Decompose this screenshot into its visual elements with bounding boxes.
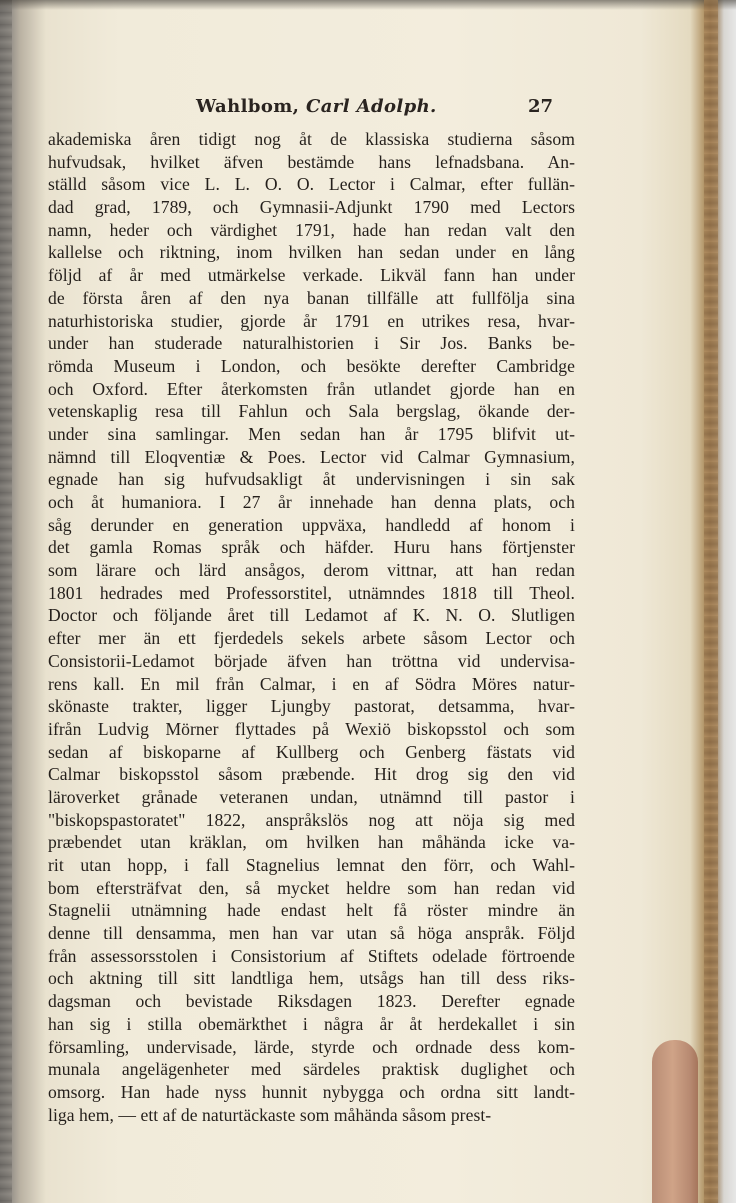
text-line: liga hem, — ett af de naturtäckaste som måhända såsom prest- [48,1104,492,1125]
text-line: naturhistoriska studier, gjorde år 1791 en utrikes resa, hvar- [48,310,575,331]
text-line: "biskopspastoratet" 1822, anspråkslös nog att nöja sig med [48,809,575,830]
text-line: det gamla Romas språk och häfder. Huru hans förtjenster [48,537,575,558]
body-text [48,128,575,1126]
text-line: rit utan hopp, i fall Stagnelius lemnat den förr, och Wahl- [48,855,575,875]
text-line: dagsman och bevistade Riksdagen 1823. Derefter egnade [48,991,575,1012]
text-line: han sig i stilla obemärkthet i några år åt herdekallet i sin [48,1013,575,1034]
text-line: följd af år med utmärkelse verkade. Likväl fann han under [48,265,575,286]
running-head-author: Wahlbom, [196,96,300,117]
text-line: dad grad, 1789, och Gymnasii-Adjunkt 1790 med Lectors [48,197,575,218]
text-line: ifrån Ludvig Mörner flyttades på Wexiö biskopsstol och som [48,718,575,739]
text-line: egnade han sig hufvudsakligt åt undervisningen i sin sak [48,469,575,490]
text-line: och åt humaniora. I 27 år innehade han denna plats, och [48,492,575,512]
text-line: skönaste trakter, ligger Ljungby pastorat, detsamma, hvar- [48,696,575,717]
text-line: såg derunder en generation uppväxa, handledd af honom i [48,514,575,535]
text-line: som lärare och lärd ansågos, derom vittnar, att han redan [48,560,575,581]
text-line: munala angelägenheter med särdeles praktisk duglighet och [48,1059,575,1080]
book-fore-edge [704,0,718,1203]
text-line: och aktning till sitt landtliga hem, utsågs han till dess riks- [48,968,575,989]
running-head [196,96,437,117]
text-line: och Oxford. Efter återkomsten från utlandet gjorde han en [48,378,575,399]
text-line: præbendet utan kräklan, om hvilken han måhända icke va- [48,832,575,853]
text-line: nämnd till Eloqventiæ & Poes. Lector vid Calmar Gymnasium, [48,446,575,467]
text-line: församling, undervisade, lärde, styrde och ordnade dess kom- [48,1036,575,1057]
text-line: Doctor och följande året till Ledamot af K. N. O. Slutligen [48,605,575,626]
text-line: de första åren af den nya banan tillfälle att fullfölja sina [48,287,575,308]
left-page-edge [0,0,12,1203]
top-shadow [0,0,736,10]
text-line: Stagnelii utnämning hade endast helt få röster mindre än [48,900,575,921]
text-line: under sina samlingar. Men sedan han år 1795 blifvit ut- [48,423,575,444]
text-line: Consistorii-Ledamot började äfven han tröttna vid undervisa- [48,650,575,671]
text-line: ställd såsom vice L. L. O. O. Lector i Calmar, efter fullän- [48,174,575,195]
text-line: 1801 hedrades med Professorstitel, utnämndes 1818 till Theol. [48,582,575,603]
page-header [48,90,554,120]
text-line: akademiska åren tidigt nog åt de klassiska studierna såsom [48,129,575,149]
text-line: omsorg. Han hade nyss hunnit nybygga och ordna sitt landt- [48,1081,575,1102]
thumb-holding-page [652,1040,698,1203]
text-line: rens kall. En mil från Calmar, i en af Södra Möres natur- [48,673,575,694]
text-line: römda Museum i London, och besökte derefter Cambridge [48,355,575,376]
text-line: kallelse och riktning, inom hvilken han sedan under en lång [48,242,575,263]
page-number: 27 [528,96,554,117]
text-line: Calmar biskopsstol såsom præbende. Hit drog sig den vid [48,764,575,785]
text-line: vetenskaplig resa till Fahlun och Sala bergslag, ökande der- [48,401,575,422]
running-head-name: Carl Adolph. [306,96,437,117]
text-line: hufvudsak, hvilket äfven bestämde hans lefnadsbana. An- [48,151,575,172]
text-line: sedan af biskoparne af Kullberg och Genberg fästats vid [48,741,575,762]
text-line: namn, heder och värdighet 1791, hade han redan valt den [48,219,575,240]
text-line: läroverket grånade veteranen undan, utnämnd till pastor i [48,786,575,807]
text-line: bom eftersträfvat den, så mycket heldre som han redan vid [48,877,575,898]
text-line: efter mer än ett fjerdedels sekels arbete såsom Lector och [48,628,575,649]
text-line: denne till densamma, men han var utan så höga anspråk. Följd [48,923,575,944]
text-line: under han studerade naturalhistorien i Sir Jos. Banks be- [48,333,575,354]
text-line: från assessorsstolen i Consistorium af Stiftets odelade förtroende [48,945,575,966]
